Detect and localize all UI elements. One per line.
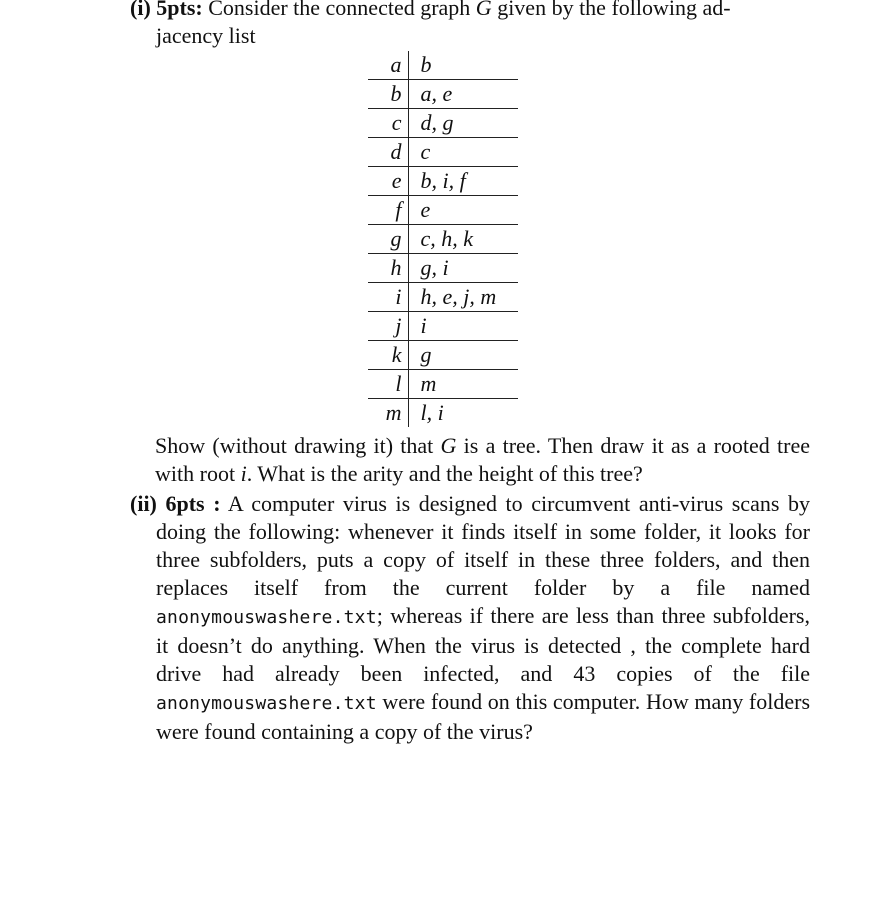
vertex-cell: b <box>368 80 408 109</box>
adjacency-row <box>368 80 518 109</box>
neighbors-cell: m <box>408 370 518 399</box>
adjacency-row <box>368 51 518 80</box>
graph-variable: G <box>475 0 492 20</box>
adjacency-row <box>368 109 518 138</box>
adjacency-row <box>368 167 518 196</box>
neighbors-cell: e <box>408 196 518 225</box>
question-graph-variable: G <box>440 433 457 458</box>
adjacency-list-table <box>368 51 518 427</box>
neighbors-cell: c <box>408 138 518 167</box>
problem-2-text-3: copies of the file <box>616 661 811 686</box>
adjacency-row <box>368 196 518 225</box>
neighbors-cell: i <box>408 312 518 341</box>
vertex-cell: d <box>368 138 408 167</box>
adjacency-row <box>368 138 518 167</box>
problem-1-intro-line-2: jacency list <box>156 23 256 48</box>
neighbors-cell: a, e <box>408 80 518 109</box>
problem-2 <box>130 490 810 746</box>
vertex-cell: c <box>368 109 408 138</box>
adjacency-row <box>368 254 518 283</box>
question-text-1: Show (without drawing it) that <box>155 433 434 458</box>
neighbors-cell: g <box>408 341 518 370</box>
vertex-cell: f <box>368 196 408 225</box>
problem-2-label: (ii) 6pts : <box>130 491 221 516</box>
adjacency-row <box>368 341 518 370</box>
vertex-cell: h <box>368 254 408 283</box>
filename-1: anonymouswashere.txt <box>156 607 377 628</box>
adjacency-row <box>368 370 518 399</box>
neighbors-cell: l, i <box>420 400 444 425</box>
vertex-cell: a <box>368 51 408 80</box>
copy-count: 43 <box>573 661 596 686</box>
adjacency-table <box>368 51 518 427</box>
neighbors-cell: b, i, f <box>408 167 518 196</box>
problem-2-text-4: were found on this computer. How many folders were found containing a copy of the virus? <box>156 689 811 744</box>
root-variable: i <box>240 461 247 486</box>
problem-2-text-2: ; whereas if there are less than three subfolders, it doesn’t do anything. When the virus is detected , the complete hard drive had already been infected, and <box>156 603 810 686</box>
problem-1-intro-text-end: given by the following ad- <box>497 0 731 20</box>
problem-2-body <box>130 490 810 746</box>
adjacency-row <box>368 312 518 341</box>
problem-1-intro <box>130 0 810 50</box>
vertex-cell: l <box>368 370 408 399</box>
problem-1-label: (i) 5pts: <box>130 0 203 20</box>
adjacency-row <box>368 225 518 254</box>
vertex-cell: j <box>368 312 408 341</box>
filename-2: anonymouswashere.txt <box>156 693 377 714</box>
neighbors-cell: d, g <box>408 109 518 138</box>
neighbors-cell: h, e, j, m <box>408 283 518 312</box>
vertex-cell: m <box>368 399 408 428</box>
problem-2-text-1: A computer virus is designed to circumvent anti-virus scans by doing the following: whenever it finds itself in some folder, it looks for three subfolders, puts a copy of itself in these three folders, and then replaces itself from the current folder by a file named <box>156 491 810 600</box>
question-text-3: . What is the arity and the height of this tree? <box>246 461 643 486</box>
question-text-2: is a tree. Then draw it as a rooted tree with root <box>155 433 811 486</box>
neighbors-cell: c, h, k <box>408 225 518 254</box>
neighbors-cell: g, i <box>408 254 518 283</box>
vertex-cell: g <box>368 225 408 254</box>
adjacency-row <box>368 283 518 312</box>
vertex-cell: k <box>368 341 408 370</box>
neighbors-cell: b <box>408 51 518 80</box>
vertex-cell: e <box>368 167 408 196</box>
problem-1-intro-text: Consider the connected graph <box>208 0 471 20</box>
problem-1-question <box>155 432 810 488</box>
vertex-cell: i <box>368 283 408 312</box>
adjacency-row <box>368 399 518 428</box>
problem-1-heading-line <box>130 0 810 22</box>
